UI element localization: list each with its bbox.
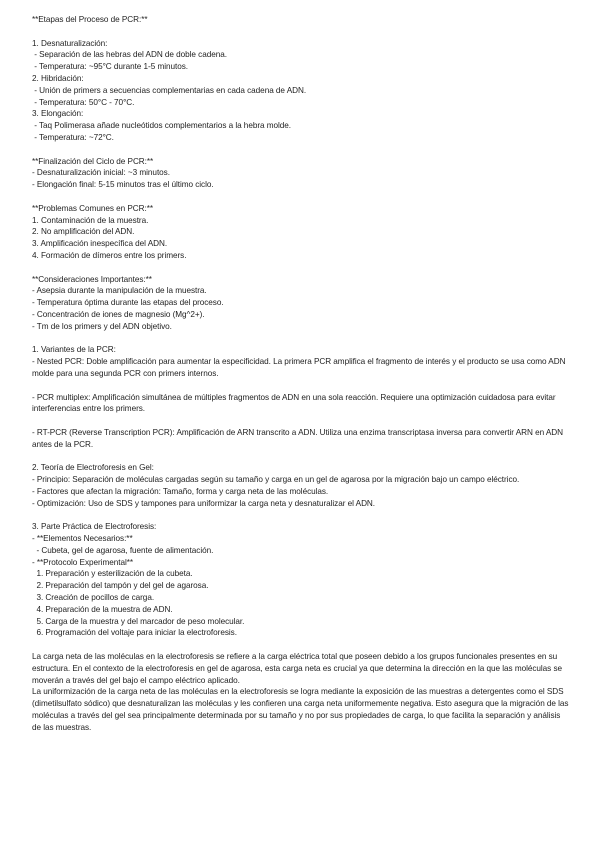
spacer — [32, 262, 570, 274]
spacer — [32, 144, 570, 156]
electrophoresis-principle: - Principio: Separación de moléculas cargadas según su tamaño y carga en un gel de agarosa por la migración bajo un campo eléctrico. — [32, 475, 520, 485]
closing-paragraph-net-charge: La carga neta de las moléculas en la electroforesis se refiere a la carga eléctrica total que poseen debido a los grupos funcionales presentes en su estructura. En el contexto de la electroforesis en gel de agarosa, esta carga neta es crucial ya que determina la dirección en la que las moléculas se moverán a través del gel bajo el campo eléctrico aplicado. — [32, 652, 562, 685]
pcr-stage-line: 3. Elongación: — [32, 109, 84, 119]
practice-line: - **Elementos Necesarios:** — [32, 534, 133, 544]
pcr-stage-line: 1. Desnaturalización: — [32, 38, 108, 48]
electrophoresis-theory-heading: 2. Teoría de Electroforesis en Gel: — [32, 463, 154, 473]
practice-line: 3. Creación de pocillos de carga. — [32, 593, 155, 603]
spacer — [32, 191, 570, 203]
common-problems-heading: **Problemas Comunes en PCR:** — [32, 203, 153, 213]
common-problem-line: 2. No amplificación del ADN. — [32, 227, 135, 237]
practice-line: - **Protocolo Experimental** — [32, 557, 133, 567]
practice-line: - Cubeta, gel de agarosa, fuente de alimentación. — [32, 545, 214, 555]
cycle-end-heading: **Finalización del Ciclo de PCR:** — [32, 156, 154, 166]
spacer — [32, 380, 570, 392]
common-problem-line: 1. Contaminación de la muestra. — [32, 215, 149, 225]
common-problem-line: 4. Formación de dímeros entre los primers. — [32, 250, 187, 260]
spacer — [32, 639, 570, 651]
practice-line: 2. Preparación del tampón y del gel de agarosa. — [32, 581, 209, 591]
electrophoresis-factors: - Factores que afectan la migración: Tamaño, forma y carga neta de las moléculas. — [32, 486, 329, 496]
practice-line: 4. Preparación de la muestra de ADN. — [32, 604, 173, 614]
cycle-end-line: - Desnaturalización inicial: ~3 minutos. — [32, 168, 170, 178]
variant-nested-pcr: - Nested PCR: Doble amplificación para aumentar la especificidad. La primera PCR amplifica el fragmento de interés y el producto se usa como ADN molde para una segunda PCR con primers internos. — [32, 357, 566, 378]
spacer — [32, 509, 570, 521]
spacer — [32, 450, 570, 462]
spacer — [32, 415, 570, 427]
pcr-stage-line: - Temperatura: 50°C - 70°C. — [32, 97, 135, 107]
pcr-stage-line: - Temperatura: ~95°C durante 1-5 minutos. — [32, 62, 188, 72]
spacer — [32, 333, 570, 345]
pcr-stages-heading: **Etapas del Proceso de PCR:** — [32, 15, 148, 24]
cycle-end-line: - Elongación final: 5-15 minutos tras el último ciclo. — [32, 180, 214, 190]
common-problem-line: 3. Amplificación inespecífica del ADN. — [32, 239, 168, 249]
consideration-line: - Concentración de iones de magnesio (Mg^2+). — [32, 309, 205, 319]
pcr-stage-line: - Taq Polimerasa añade nucleótidos complementarios a la hebra molde. — [32, 121, 292, 131]
variants-heading: 1. Variantes de la PCR: — [32, 345, 116, 355]
spacer — [32, 26, 570, 38]
consideration-line: - Asepsia durante la manipulación de la muestra. — [32, 286, 207, 296]
practice-line: 5. Carga de la muestra y del marcador de peso molecular. — [32, 616, 245, 626]
variant-multiplex-pcr: - PCR multiplex: Amplificación simultánea de múltiples fragmentos de ADN en una sola reacción. Requiere una optimización cuidadosa para evitar interferencias entre los primers. — [32, 392, 556, 414]
consideration-line: - Temperatura óptima durante las etapas del proceso. — [32, 298, 224, 308]
pcr-stage-line: - Separación de las hebras del ADN de doble cadena. — [32, 50, 227, 60]
variant-rt-pcr: - RT-PCR (Reverse Transcription PCR): Amplificación de ARN transcrito a ADN. Utiliza una enzima transcriptasa inversa para convertir ARN en ADN antes de la PCR. — [32, 427, 563, 449]
electrophoresis-practice-heading: 3. Parte Práctica de Electroforesis: — [32, 522, 157, 532]
pcr-stage-line: 2. Hibridación: — [32, 73, 84, 83]
practice-line: 1. Preparación y esterilización de la cubeta. — [32, 569, 193, 579]
pcr-stage-line: - Temperatura: ~72°C. — [32, 132, 114, 142]
electrophoresis-optimization: - Optimización: Uso de SDS y tampones para uniformizar la carga neta y desnaturalizar el ADN. — [32, 498, 376, 508]
closing-paragraph-uniformization: La uniformización de la carga neta de las moléculas en la electroforesis se logra mediante la exposición de las muestras a detergentes como el SDS (dimetilsulfato sódico) que desnaturalizan las moléculas y les confieren una carga neta uniformemente negativa. Esto asegura que la migración de las moléculas a través del gel sea principalmente determinada por su tamaño y no por sus propiedades de carga, lo que facilita la separación y análisis de las muestras. — [32, 687, 569, 732]
considerations-heading: **Consideraciones Importantes:** — [32, 274, 152, 284]
consideration-line: - Tm de los primers y del ADN objetivo. — [32, 321, 172, 331]
document-page — [32, 14, 570, 734]
pcr-stage-line: - Unión de primers a secuencias complementarias en cada cadena de ADN. — [32, 85, 307, 95]
practice-line: 6. Programación del voltaje para iniciar la electroforesis. — [32, 628, 237, 638]
